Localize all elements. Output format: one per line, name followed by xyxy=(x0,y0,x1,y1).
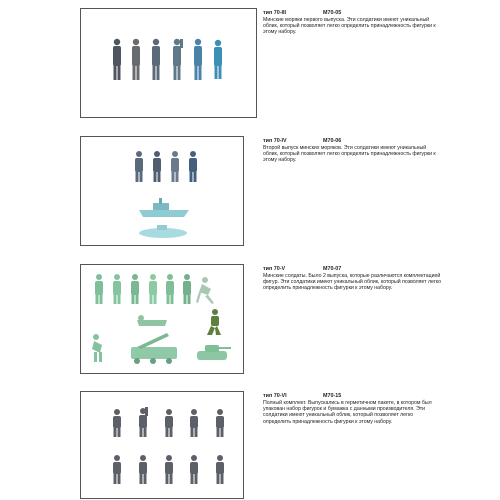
warship-model xyxy=(139,198,189,217)
sailor-figure xyxy=(113,39,121,80)
set-code: M70-05 xyxy=(323,10,342,16)
set-type: тип 70-V xyxy=(263,266,286,272)
set-code: M70-06 xyxy=(323,138,342,144)
sailor-figure xyxy=(152,39,160,80)
sailor-figure xyxy=(153,151,161,182)
catalog-entry-70-VI xyxy=(80,391,440,499)
figures-photo-navy-first xyxy=(80,8,257,118)
running-soldier-figure xyxy=(196,277,214,304)
sailor-figure xyxy=(194,39,202,80)
sailor-figure xyxy=(135,151,143,182)
set-description: Минские моряки первого выпуска. Эти солдатики имеют уникальный облик, который позволяет легко определить принадлежность фигурки к этому набору. xyxy=(263,16,436,36)
bending-soldier-figure xyxy=(92,334,102,362)
sailor-figure xyxy=(214,40,222,79)
caption-header xyxy=(263,393,441,399)
figure-row-top xyxy=(113,407,224,437)
crawling-soldier-figure xyxy=(137,315,167,326)
figures-photo-soldiers xyxy=(80,264,244,374)
entry-caption xyxy=(263,266,441,292)
soldier-figure xyxy=(149,274,157,304)
set-code: M70-07 xyxy=(323,266,342,272)
tank-model xyxy=(197,345,231,360)
set-description: Минские солдаты. Было 2 выпуска, которые различаются комплектацией фигур. Эти солдатики имеют уникальный облик, который позволяет легко определить принадлежность фигурки к этому набору. xyxy=(263,272,441,292)
set-description: Полный комплект. Выпускались в герметичном пакете, в котором был упакован набор фигурок и бумажка с данными производителя. Эти солдатики имеют уникальный облик, который позволяет легко определить принадлежность фигурки к этому набору. xyxy=(263,399,432,425)
figures-photo-navy-second xyxy=(80,136,244,246)
sailor-figure xyxy=(189,151,197,182)
soldier-figure xyxy=(95,274,103,304)
caption-header xyxy=(263,10,441,16)
soldier-figure xyxy=(113,274,121,304)
entry-caption xyxy=(263,393,441,425)
set-code: M70-15 xyxy=(323,393,342,399)
submarine-model xyxy=(139,225,187,238)
catalog-entry-70-III xyxy=(80,8,440,118)
figure-row-bottom xyxy=(113,455,224,484)
full-set-illustration xyxy=(81,392,243,498)
soldier-figure xyxy=(131,274,139,304)
set-description: Второй выпуск минских моряков. Эти солдатики имеют уникальный облик, который позволяет легко определить принадлежность фигурки к этому набору. xyxy=(263,144,436,164)
sailor-ships-illustration xyxy=(81,137,243,245)
sailor-figure xyxy=(173,39,183,80)
set-type: тип 70-IV xyxy=(263,138,287,144)
caption-header xyxy=(263,266,441,272)
soldier-figure xyxy=(183,274,191,304)
soldiers-vehicles-illustration xyxy=(81,265,243,373)
catalog-entry-70-IV xyxy=(80,136,440,246)
caption-header xyxy=(263,138,441,144)
missile-launcher-model xyxy=(131,333,177,364)
sailor-figures-illustration xyxy=(81,9,256,117)
figures-photo-full-set xyxy=(80,391,244,499)
sailor-figure xyxy=(171,151,179,182)
catalog-entry-70-V xyxy=(80,264,440,374)
entry-caption xyxy=(263,10,441,36)
entry-caption xyxy=(263,138,441,164)
set-type: тип 70-VI xyxy=(263,393,287,399)
sailor-figure xyxy=(132,39,140,80)
kneeling-soldier-figure xyxy=(207,309,221,335)
set-type: тип 70-III xyxy=(263,10,286,16)
soldier-figure xyxy=(166,274,174,304)
